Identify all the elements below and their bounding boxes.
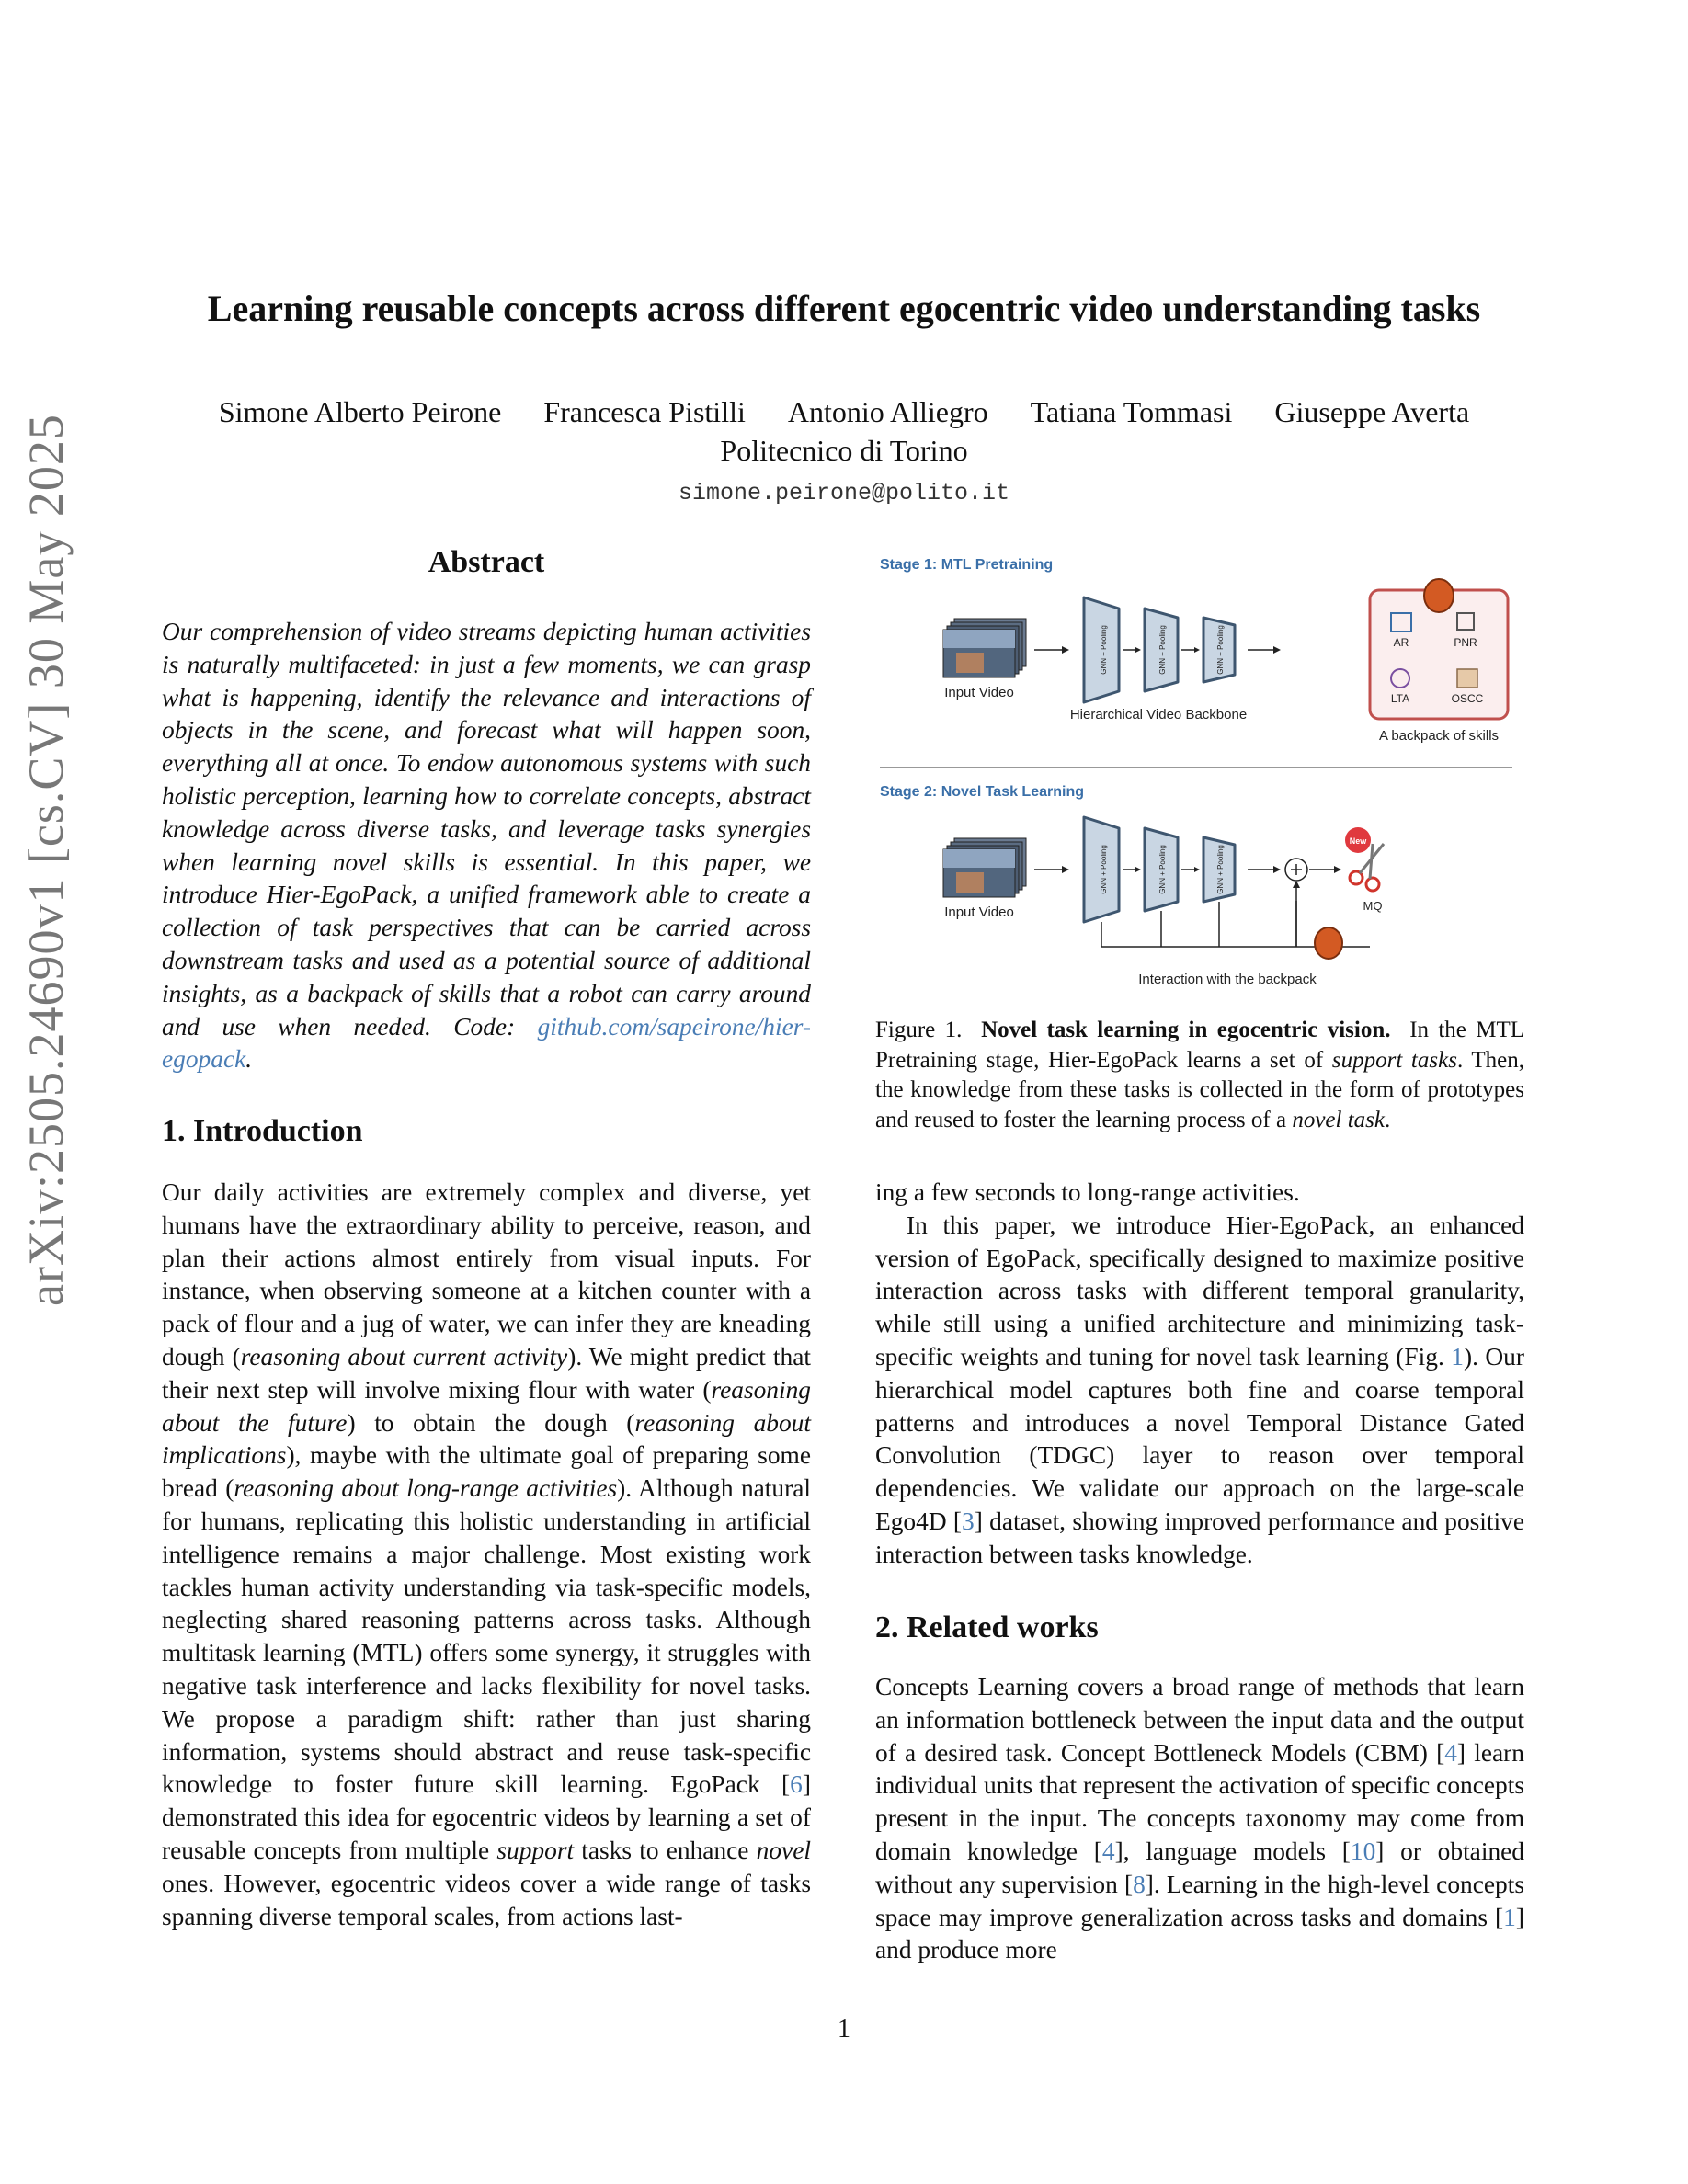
intro-text: ) to obtain the dough ( [347,1408,635,1437]
caption-title: Novel task learning in egocentric vision. [981,1018,1391,1042]
caption-emphasis: support tasks [1331,1047,1457,1073]
backpack-icon [1424,579,1454,612]
section-heading-related-works: 2. Related works [875,1610,1099,1644]
citation-link[interactable]: 8 [1133,1870,1146,1898]
paper-title: Learning reusable concepts across different egocentric video understanding tasks [207,288,1481,329]
svg-text:PNR: PNR [1454,636,1477,649]
svg-text:New: New [1349,836,1367,846]
input-video-frames [943,838,1026,897]
author: Francesca Pistilli [543,395,746,428]
related-text: Concepts Learning covers a broad range of methods that learn an information bottleneck between the input data and the output of a desired task. Concept Bottleneck Models (CBM) [ [875,1673,1524,1767]
code-link[interactable]: github.com/sapeirone/hier-egopack [162,1012,811,1074]
gnn-block [1145,828,1178,911]
caption-text: . [1384,1107,1391,1132]
author: Antonio Alliegro [787,395,988,428]
caption-prefix: Figure 1. [875,1018,963,1042]
stage1-label: Stage 1: MTL Pretraining [880,557,1054,573]
right-paragraph [875,1210,1524,1572]
interaction-label: Interaction with the backpack [1138,972,1317,987]
figure-ref-link[interactable]: 1 [1451,1342,1464,1371]
input-video-label: Input Video [944,904,1014,920]
svg-text:GNN + Pooling: GNN + Pooling [1158,625,1167,675]
intro-emphasis: reasoning about the future [162,1375,811,1437]
intro-text: ). Although natural for humans, replicating this holistic understanding in artificial intelligence remains a major challenge. Most existing work tackles human activity understanding via task-specific models, neglecting shared reasoning patterns across tasks. Although multitask learning (MTL) offers some synergy, it struggles with negative task interference and lacks flexibility for novel tasks. We propose a paradigm shift: rather than just sharing information, systems should abstract and reuse task-specific knowledge to foster future skill learning. EgoPack [ [162,1474,811,1799]
right-text: In this paper, we introduce Hier-EgoPack, an enhanced version of EgoPack, specifically designed to maximize positive interaction across tasks with different temporal granularity, while still using a unified architecture and minimizing task-specific weights and tuning for novel task learning (Fig. [875,1211,1524,1371]
citation-link[interactable]: 1 [1503,1903,1516,1931]
backpack-icon [1315,927,1342,959]
intro-emphasis: novel [756,1836,811,1864]
citation-link[interactable]: 3 [962,1507,975,1535]
abstract-heading: Abstract [428,545,545,579]
input-video-frames [943,619,1026,677]
related-text: ] or obtained without any supervision [ [875,1837,1524,1898]
intro-text: ), maybe with the ultimate goal of preparing some bread ( [162,1441,811,1503]
intro-text: ] demonstrated this idea for egocentric videos by learning a set of reusable concepts from multiple [162,1770,811,1864]
citation-link[interactable]: 6 [790,1770,803,1799]
backpack-label: A backpack of skills [1378,728,1500,744]
caption-emphasis: novel task [1292,1107,1385,1132]
related-text: ] and produce more [875,1903,1524,1964]
intro-text: Our daily activities are extremely complex and diverse, yet humans have the extraordinary ability to perceive, reason, and plan their actions almost entirely from visual inputs. For instance, when observing someone at a kitchen counter with a pack of flour and a jug of water, we can infer they are kneading dough ( [162,1178,811,1371]
code-end: . [245,1045,253,1074]
caption-text: . Then, the knowledge from these tasks is collected in the form of prototypes and reused to foster the learning process of a [875,1047,1525,1132]
gnn-block [1145,609,1178,691]
svg-text:AR: AR [1393,636,1409,649]
author: Giuseppe Averta [1274,395,1470,428]
figure-1-diagram [869,552,1531,993]
intro-text: ones. However, egocentric videos cover a wide range of tasks spanning diverse temporal scales, from actions last- [162,1869,811,1930]
author-list [0,395,1688,429]
right-text: ). Our hierarchical model captures both fine and coarse temporal patterns and introduces a novel Temporal Distance Gated Convolution (TDGC) layer to reason over temporal dependencies. We validate our approach on the large-scale Ego4D [ [875,1342,1524,1535]
related-text: ] learn individual units that represent the activation of specific concepts present in the input. The concepts taxonomy may come from domain knowledge [ [875,1738,1524,1865]
right-paragraph: ing a few seconds to long-range activities. [875,1178,1300,1206]
stage2-label: Stage 2: Novel Task Learning [880,784,1084,800]
intro-emphasis: reasoning about long-range activities [234,1474,618,1503]
related-text: ]. Learning in the high-level concepts space may improve generalization across tasks and domains [ [875,1870,1524,1931]
svg-text:GNN + Pooling: GNN + Pooling [1100,625,1108,675]
backbone-label: Hierarchical Video Backbone [1069,707,1248,722]
svg-text:OSCC: OSCC [1451,692,1484,705]
introduction-body [162,1177,811,1933]
new-badge [1345,827,1371,853]
svg-text:GNN + Pooling: GNN + Pooling [1158,845,1167,894]
svg-text:GNN + Pooling: GNN + Pooling [1216,845,1225,894]
citation-link[interactable]: 4 [1444,1738,1457,1767]
right-text: ] dataset, showing improved performance and positive interaction between tasks knowledge. [875,1507,1524,1568]
intro-emphasis: reasoning about implications [162,1408,811,1470]
abstract-body [162,616,811,1076]
abstract-text: Our comprehension of video streams depicting human activities is naturally multifaceted: in just a few moments, we can grasp what is happening, identify the relevance and interactions of objects in the scene, and forecast what will happen soon, everything all at once. To endow autonomous systems with such holistic perception, learning how to correlate concepts, abstract knowledge across diverse tasks, and leverage tasks synergies when learning novel skills is essential. In this paper, we introduce Hier-EgoPack, a unified framework able to create a collection of task perspectives that can be carried across downstream tasks and used as a potential source of additional insights, as a backpack of skills that a robot can carry around and use when needed. [162,618,811,1041]
intro-emphasis: reasoning about current activity [240,1342,568,1371]
citation-link[interactable]: 4 [1101,1837,1115,1865]
author: Tatiana Tommasi [1030,395,1233,428]
gnn-block [1084,597,1119,702]
intro-text: ). We might predict that their next step will involve mixing flour with water ( [162,1342,811,1404]
page-number: 1 [838,2015,850,2043]
oscc-icon [1457,669,1477,688]
introduction-continued [875,1177,1524,1572]
arxiv-identifier: arXiv:2505.24690v1 [cs.CV] 30 May 2025 [18,414,74,1306]
section-heading-introduction: 1. Introduction [162,1114,363,1148]
gnn-block [1084,817,1119,922]
citation-link[interactable]: 10 [1350,1837,1376,1865]
related-works-body [875,1671,1524,1967]
novel-task-label: MQ [1363,899,1383,913]
svg-text:GNN + Pooling: GNN + Pooling [1216,625,1225,675]
caption-text: In the MTL Pretraining stage, Hier-EgoPack learns a set of [875,1018,1525,1073]
svg-text:LTA: LTA [1390,692,1410,705]
author-email[interactable]: simone.peirone@polito.it [678,480,1010,506]
intro-emphasis: support [496,1836,575,1864]
skills-backpack [1370,579,1508,719]
svg-text:GNN + Pooling: GNN + Pooling [1100,845,1108,894]
intro-text: tasks to enhance [581,1836,749,1864]
input-video-label: Input Video [944,685,1014,700]
related-text: ], language models [ [1114,1837,1351,1865]
author: Simone Alberto Peirone [218,395,502,428]
code-label: Code: [453,1012,516,1041]
gnn-block [1203,618,1235,682]
affiliation: Politecnico di Torino [720,434,968,467]
figure-1-caption [875,1016,1524,1135]
gnn-block [1203,837,1235,902]
